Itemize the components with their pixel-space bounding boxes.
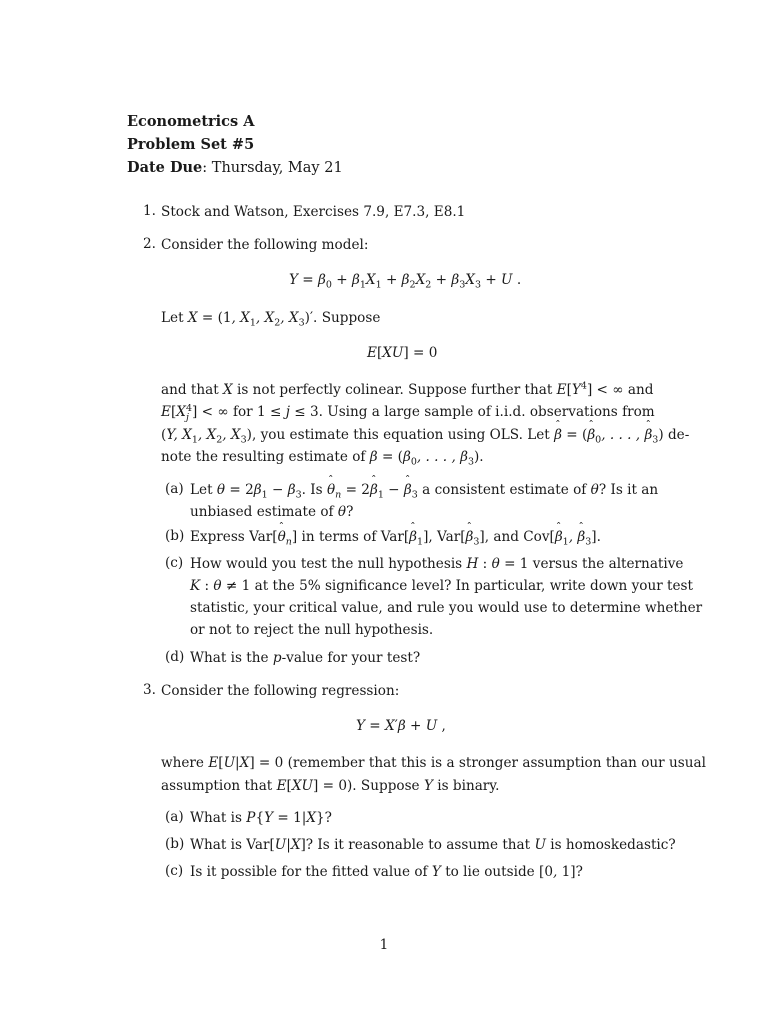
- q2-assumption-line-1: and that X is not perfectly colinear. Suppose further that $E[Y^4]$ < ∞ and: [161, 380, 654, 398]
- q2-let-x: Let X = (1, $X_1$, $X_2$, $X_3)'$. Suppose: [161, 310, 381, 329]
- q3b-text: What is Var[U|X]? Is it reasonable to assume that U is homoskedastic?: [190, 837, 676, 853]
- q2b-text: Express Var[ˆ $\theta_n$] in terms of Var[ˆ $\beta_1$], Var[ˆ $\beta_3$], and Cov[ˆ $\beta_1$, ˆ $\beta_3$].: [190, 528, 601, 546]
- q2c-line-1: How would you test the null hypothesis H : θ = 1 versus the alternative: [190, 556, 684, 572]
- q2-assumption-line-4: note the resulting estimate of $\beta = (\beta_0$, . . . , $\beta_3$).: [161, 449, 484, 468]
- q3-intro: Consider the following regression:: [161, 683, 400, 699]
- q2b-label: (b): [165, 528, 185, 544]
- q3b-label: (b): [165, 836, 185, 852]
- page-number: 1: [379, 937, 389, 953]
- q2-moment-condition: E[XU] = 0: [367, 345, 438, 361]
- q1-text: Stock and Watson, Exercises 7.9, E7.3, E8.1: [161, 204, 466, 220]
- q2-assumption-line-2: E[X 4 j ] < ∞ for 1 ≤ j ≤ 3. Using a large sample of i.i.d. observations from: [161, 402, 655, 423]
- q2a-label: (a): [165, 481, 184, 497]
- q3a-label: (a): [165, 809, 184, 825]
- due-date: Date Due: Thursday, May 21: [127, 159, 343, 176]
- q2a-line-1: Let $\theta = 2\beta_1 - \beta_3$. Is ˆ $\theta_n$ = 2ˆ $\beta_1$ − ˆ $\beta_3$ a consistent estimate of θ? Is it an: [190, 481, 658, 499]
- course-title: Econometrics A: [127, 113, 255, 130]
- q2d-label: (d): [165, 649, 185, 665]
- q3c-label: (c): [165, 863, 184, 879]
- q3-line-2: assumption that E[XU] = 0). Suppose Y is binary.: [161, 778, 500, 794]
- q3-regression-equation: Y = X′β + U ,: [356, 718, 446, 734]
- q2d-text: What is the p-value for your test?: [190, 650, 421, 666]
- q2-assumption-line-3: (Y, $X_1$, $X_2$, $X_3$), you estimate this equation using OLS. Let ˆ β = (ˆ $\beta_0$, . . . , ˆ $\beta_3$) de-: [161, 426, 689, 444]
- q3c-text: Is it possible for the fitted value of Y to lie outside [0, 1]?: [190, 864, 583, 880]
- q3a-text: What is P{Y = 1|X}?: [190, 810, 332, 826]
- problem-set-title: Problem Set #5: [127, 136, 255, 153]
- q1-number: 1.: [143, 203, 156, 219]
- q2c-line-3: statistic, your critical value, and rule you would use to determine whether: [190, 600, 703, 616]
- q3-line-1: where E[U|X] = 0 (remember that this is a stronger assumption than our usual: [161, 755, 706, 771]
- q2a-line-2: unbiased estimate of θ?: [190, 504, 354, 520]
- q2-intro: Consider the following model:: [161, 237, 369, 253]
- q2c-line-4: or not to reject the null hypothesis.: [190, 622, 434, 638]
- q3-number: 3.: [143, 682, 156, 698]
- q2-model-equation: $Y = \beta_0 + \beta_1X_1 + \beta_2X_2 + \beta_3X_3 + U$ .: [289, 272, 522, 291]
- q2c-line-2: K : θ ≠ 1 at the 5% significance level? In particular, write down your test: [190, 578, 693, 594]
- q2c-label: (c): [165, 555, 184, 571]
- document-header: [127, 110, 343, 180]
- q2-number: 2.: [143, 236, 156, 252]
